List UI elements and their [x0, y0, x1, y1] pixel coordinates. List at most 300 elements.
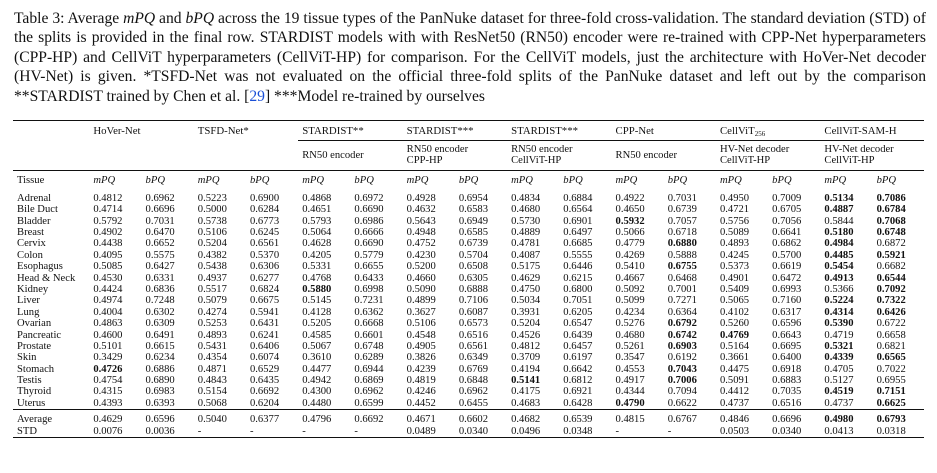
metric-value: 0.4480 [302, 397, 332, 409]
metric-value: 0.7068 [876, 215, 906, 227]
metric-value: 0.5090 [406, 283, 436, 295]
metric-value: 0.7031 [145, 215, 175, 227]
metric-value: 0.6658 [876, 329, 906, 341]
metric-value: 0.6685 [563, 238, 593, 250]
metric-value: 0.6601 [354, 329, 384, 341]
metric-value: 0.7043 [667, 363, 697, 375]
metric-value: 0.4754 [93, 375, 123, 387]
metric-value: 0.5064 [302, 226, 332, 238]
method-name: STARDIST*** [406, 125, 474, 137]
metric-value: 0.6497 [563, 226, 593, 238]
metric-value: 0.4650 [615, 204, 645, 216]
metric-value: 0.5454 [824, 261, 854, 273]
metric-header-row [13, 170, 924, 191]
metric-value: 0.5431 [197, 340, 227, 352]
method-config [403, 141, 507, 170]
metric-value: 0.6675 [249, 295, 280, 307]
metric-value: 0.6539 [559, 410, 611, 426]
metric-value: 0.6800 [563, 283, 593, 295]
table-row [13, 386, 924, 397]
metric-value: 0.4680 [615, 329, 645, 341]
metric-value: 0.4905 [406, 340, 436, 352]
metric-value: 0.6949 [458, 215, 488, 227]
metric-value: 0.5204 [511, 318, 541, 330]
metric-value: 0.7086 [876, 192, 906, 204]
metric-value: 0.6446 [563, 261, 593, 273]
metric-value: 0.6565 [876, 352, 906, 364]
metric-value: 0.7151 [876, 386, 906, 398]
metric-value: 0.4438 [93, 238, 123, 250]
metric-value: 0.4354 [197, 352, 227, 364]
metric-value: 0.5200 [406, 261, 436, 273]
metric-value: 0.4980 [820, 410, 872, 426]
metric-mpq-header: mPQ [612, 170, 664, 191]
metric-value: 0.4889 [511, 226, 541, 238]
metric-value: 0.5792 [93, 215, 123, 227]
metric-value: 0.4660 [406, 272, 436, 284]
method-header [194, 121, 298, 141]
metric-value: 0.4269 [615, 249, 645, 261]
metric-value: 0.5409 [719, 283, 750, 295]
metric-value: 0.4632 [406, 204, 436, 216]
method-config [194, 141, 298, 170]
metric-value: 0.6302 [145, 306, 175, 318]
metric-value: 0.4899 [406, 295, 436, 307]
metric-value: 0.4300 [302, 386, 332, 398]
metric-value: 0.7031 [667, 192, 697, 204]
tissue-name: STD [13, 426, 89, 438]
caption-text-2: and [155, 10, 186, 27]
metric-value: 0.5205 [302, 318, 332, 330]
metric-value: 0.5106 [197, 226, 227, 238]
metric-value: 0.6755 [667, 261, 697, 273]
metric-value: 0.6585 [458, 226, 488, 238]
metric-value: 0.5370 [249, 249, 280, 261]
metric-value: 0.4274 [197, 306, 227, 318]
metric-value: 0.4843 [197, 375, 227, 387]
metric-value: 0.5941 [249, 306, 280, 318]
metric-value: 0.4948 [406, 226, 436, 238]
metric-value: 0.5180 [824, 226, 854, 238]
metric-value: 0.0318 [873, 426, 924, 438]
metric-value: 0.6668 [354, 318, 384, 330]
metric-value: 0.5575 [145, 249, 175, 261]
metric-value: 0.4974 [93, 295, 123, 307]
metric-value: 0.5276 [615, 318, 645, 330]
metric-value: 0.6087 [458, 306, 488, 318]
table-row [13, 307, 924, 318]
config-line-1: RN50 encoder [302, 149, 364, 161]
metric-value: 0.7057 [667, 215, 697, 227]
metric-value: 0.5932 [615, 215, 645, 227]
metric-value: 0.7322 [876, 295, 906, 307]
metric-value: 0.6962 [145, 192, 175, 204]
metric-value: 0.4719 [824, 329, 854, 341]
config-line-1: RN50 encoder [615, 149, 677, 161]
metric-value: 0.6596 [772, 318, 802, 330]
metric-value: 0.6215 [563, 272, 593, 284]
metric-value: 0.6349 [458, 352, 488, 364]
metric-value: 0.5260 [719, 318, 750, 330]
metric-value: 0.5079 [197, 295, 227, 307]
metric-value: 0.4902 [93, 226, 123, 238]
metric-value: 0.7106 [458, 295, 488, 307]
config-line-1: HV-Net decoder [824, 144, 894, 156]
metric-value: 0.3627 [406, 306, 436, 318]
metric-value: 0.0340 [455, 426, 507, 438]
metric-value: 0.6739 [667, 204, 697, 216]
metric-value: 0.4917 [615, 375, 645, 387]
metric-value: 0.5000 [197, 204, 227, 216]
metric-mpq-header: mPQ [194, 170, 246, 191]
table-row [13, 398, 924, 410]
metric-value: 0.4530 [93, 272, 123, 284]
metric-value: 0.5099 [615, 295, 645, 307]
metric-value: 0.6886 [145, 363, 175, 375]
metric-value: 0.5331 [302, 261, 332, 273]
metric-value: 0.7022 [876, 363, 906, 375]
config-line-2: CellViT-HP [719, 155, 771, 167]
metric-value: 0.4315 [93, 386, 123, 398]
metric-value: 0.6884 [563, 192, 593, 204]
metric-value: 0.6619 [772, 261, 802, 273]
metric-value: 0.3610 [302, 352, 332, 364]
metric-value: 0.4721 [719, 204, 750, 216]
metric-value: 0.6435 [249, 375, 280, 387]
metric-value: 0.6205 [563, 306, 593, 318]
metric-value: 0.5141 [511, 375, 541, 387]
metric-value: 0.6742 [667, 329, 697, 341]
metric-mpq-header: mPQ [716, 170, 768, 191]
results-table [13, 120, 924, 438]
metric-bpq-header: bPQ [142, 170, 194, 191]
metric-value: 0.5127 [824, 375, 854, 387]
metric-value: 0.5089 [719, 226, 750, 238]
metric-value: 0.5092 [615, 283, 645, 295]
tissue-name: Adrenal [17, 192, 52, 204]
method-subscript: 256 [754, 130, 766, 138]
metric-value: 0.6529 [249, 363, 280, 375]
metric-value: 0.6277 [249, 272, 280, 284]
metric-value: 0.6457 [563, 340, 593, 352]
method-name: STARDIST*** [511, 125, 578, 137]
tissue-name: Uterus [17, 397, 46, 409]
metric-value: 0.4812 [93, 192, 123, 204]
metric-value: 0.7271 [667, 295, 697, 307]
metric-value: 0.4667 [615, 272, 645, 284]
metric-value: 0.5390 [824, 318, 854, 330]
metric-value: - [298, 426, 350, 438]
metric-value: 0.4629 [89, 410, 141, 426]
metric-value: 0.4548 [406, 329, 436, 341]
metric-value: 0.4205 [302, 249, 332, 261]
metric-value: 0.4382 [197, 249, 227, 261]
metric-value: 0.6962 [458, 386, 488, 398]
metric-value: 0.6516 [458, 329, 488, 341]
metric-value: - [194, 426, 246, 438]
metric-value: 0.4714 [93, 204, 123, 216]
metric-value: 0.4834 [511, 192, 541, 204]
table-row [13, 261, 924, 272]
tissue-name: Colon [17, 249, 43, 261]
tissue-name: Testis [17, 375, 42, 387]
metric-value: 0.5921 [876, 249, 906, 261]
tissue-name: Cervix [17, 238, 46, 250]
config-line-2: CPP-HP [406, 155, 443, 167]
metric-value: 0.6192 [667, 352, 697, 364]
config-line-1: RN50 encoder [511, 144, 573, 156]
metric-value: - [350, 426, 402, 438]
caption-metric-mpq: mPQ [123, 10, 156, 27]
metric-value: 0.6696 [145, 204, 175, 216]
metric-value: 0.5373 [719, 261, 750, 273]
metric-value: 0.5106 [406, 318, 436, 330]
method-config [612, 141, 716, 170]
metric-value: 0.6643 [772, 329, 802, 341]
metric-value: 0.0496 [507, 426, 559, 438]
metric-value: 0.6812 [563, 375, 593, 387]
metric-value: 0.4846 [716, 410, 768, 426]
metric-value: 0.6722 [876, 318, 906, 330]
metric-value: 0.4671 [403, 410, 455, 426]
metric-value: 0.6888 [458, 283, 488, 295]
metric-value: 0.6986 [354, 215, 384, 227]
metric-value: 0.5261 [615, 340, 645, 352]
metric-value: 0.6793 [873, 410, 924, 426]
metric-value: 0.6748 [876, 226, 906, 238]
metric-value: 0.4194 [511, 363, 541, 375]
metric-value: 0.6428 [563, 397, 593, 409]
table-row [13, 295, 924, 306]
config-header-row [13, 141, 924, 170]
metric-value: 0.4769 [719, 329, 750, 341]
metric-value: 0.6869 [354, 375, 384, 387]
metric-value: 0.7035 [772, 386, 802, 398]
metric-value: 0.3931 [511, 306, 541, 318]
metric-value: 0.6583 [458, 204, 488, 216]
metric-value: 0.5517 [197, 283, 227, 295]
metric-value: 0.5091 [719, 375, 750, 387]
metric-value: 0.5223 [197, 192, 227, 204]
metric-value: 0.7006 [667, 375, 697, 387]
table-row [13, 284, 924, 295]
metric-value: 0.6955 [876, 375, 906, 387]
metric-value: 0.5730 [511, 215, 541, 227]
metric-value: 0.6599 [354, 397, 384, 409]
metric-value: 0.6305 [458, 272, 488, 284]
metric-value: 0.6848 [458, 375, 488, 387]
metric-value: 0.5738 [197, 215, 227, 227]
metric-value: 0.6472 [772, 272, 802, 284]
metric-value: 0.6317 [772, 306, 802, 318]
metric-value: 0.4726 [93, 363, 123, 375]
method-header [820, 121, 924, 141]
metric-value: 0.6903 [667, 340, 697, 352]
metric-value: 0.6821 [876, 340, 906, 352]
metric-value: 0.6890 [145, 375, 175, 387]
metric-value: 0.4950 [719, 192, 750, 204]
metric-value: 0.4942 [302, 375, 332, 387]
metric-value: 0.5164 [719, 340, 750, 352]
metric-value: 0.5145 [302, 295, 332, 307]
metric-value: 0.5700 [772, 249, 802, 261]
metric-value: 0.4893 [719, 238, 750, 250]
metric-value: 0.4314 [824, 306, 854, 318]
method-name: TSFD-Net* [197, 125, 249, 137]
tissue-name: Lung [17, 306, 40, 318]
metric-value: 0.4705 [824, 363, 854, 375]
table-row [13, 204, 924, 215]
table-row [13, 216, 924, 227]
metric-value: 0.4779 [615, 238, 645, 250]
metric-value: 0.4344 [615, 386, 645, 398]
metric-value: 0.6377 [246, 410, 298, 426]
metric-value: 0.6470 [145, 226, 175, 238]
metric-value: 0.6998 [354, 283, 384, 295]
metric-value: 0.6573 [458, 318, 488, 330]
metric-value: 0.4475 [719, 363, 750, 375]
metric-value: 0.6602 [455, 410, 507, 426]
metric-value: 0.6883 [772, 375, 802, 387]
metric-value: 0.5068 [197, 397, 227, 409]
metric-bpq-header: bPQ [664, 170, 716, 191]
metric-value: 0.7056 [772, 215, 802, 227]
metric-value: 0.5175 [511, 261, 541, 273]
tissue-name: Average [13, 410, 89, 426]
metric-value: 0.6901 [563, 215, 593, 227]
metric-value: 0.6880 [667, 238, 697, 250]
table-row [13, 364, 924, 375]
metric-value: 0.4526 [511, 329, 541, 341]
metric-value: 0.6197 [563, 352, 593, 364]
metric-value: 0.6641 [772, 226, 802, 238]
metric-value: 0.6739 [458, 238, 488, 250]
metric-value: 0.5704 [458, 249, 488, 261]
metric-value: 0.6652 [145, 238, 175, 250]
metric-value: 0.5321 [824, 340, 854, 352]
metric-value: 0.4519 [824, 386, 854, 398]
metric-value: 0.7051 [563, 295, 593, 307]
tissue-name: Prostate [17, 340, 52, 352]
metric-value: 0.6682 [876, 261, 906, 273]
metric-value: 0.4087 [511, 249, 541, 261]
metric-value: 0.4128 [302, 306, 332, 318]
metric-value: 0.3826 [406, 352, 436, 364]
metric-value: 0.6954 [458, 192, 488, 204]
metric-value: 0.5844 [824, 215, 854, 227]
metric-value: 0.6993 [772, 283, 802, 295]
metric-value: 0.4102 [719, 306, 750, 318]
summary-row [13, 410, 924, 426]
metric-value: 0.5066 [615, 226, 645, 238]
metric-value: 0.6696 [768, 410, 820, 426]
metric-value: 0.4887 [824, 204, 854, 216]
metric-value: 0.6718 [667, 226, 697, 238]
metric-value: 0.6516 [772, 397, 802, 409]
table-row [13, 330, 924, 341]
table-row [13, 375, 924, 386]
metric-mpq-header: mPQ [403, 170, 455, 191]
table-row [13, 318, 924, 329]
tissue-name: Kidney [17, 283, 49, 295]
metric-value: 0.4230 [406, 249, 436, 261]
metric-value: 0.4984 [824, 238, 854, 250]
metric-value: 0.3709 [511, 352, 541, 364]
metric-value: 0.7231 [354, 295, 384, 307]
metric-value: 0.4175 [511, 386, 541, 398]
metric-value: - [664, 426, 716, 438]
metric-value: - [612, 426, 664, 438]
metric-value: 0.0503 [716, 426, 768, 438]
metric-value: 0.6962 [354, 386, 384, 398]
metric-value: 0.4234 [615, 306, 645, 318]
metric-value: 0.5224 [824, 295, 854, 307]
citation-link[interactable]: 29 [249, 87, 265, 105]
metric-value: 0.6784 [876, 204, 906, 216]
method-header [612, 121, 716, 141]
metric-value: 0.4245 [719, 249, 750, 261]
metric-value: 0.6642 [563, 363, 593, 375]
metric-value: 0.4004 [93, 306, 123, 318]
tissue-name: Bladder [17, 215, 51, 227]
metric-value: 0.6666 [354, 226, 384, 238]
metric-value: 0.6284 [249, 204, 280, 216]
metric-value: 0.4600 [93, 329, 123, 341]
metric-value: 0.6204 [249, 397, 280, 409]
metric-value: 0.5067 [302, 340, 332, 352]
metric-value: 0.6234 [145, 352, 175, 364]
metric-value: 0.6544 [876, 272, 906, 284]
metric-value: 0.5366 [824, 283, 854, 295]
tissue-name: Ovarian [17, 318, 52, 330]
metric-value: 0.5065 [719, 295, 750, 307]
metric-value: 0.6306 [249, 261, 280, 273]
metric-bpq-header: bPQ [455, 170, 507, 191]
metric-value: 0.5555 [563, 249, 593, 261]
metric-value: 0.6655 [354, 261, 384, 273]
metric-value: 0.4339 [824, 352, 854, 364]
metric-value: 0.6690 [354, 238, 384, 250]
metric-value: 0.4928 [406, 192, 436, 204]
metric-value: 0.5643 [406, 215, 436, 227]
metric-value: 0.6872 [876, 238, 906, 250]
method-config [507, 141, 611, 170]
metric-value: 0.5880 [302, 283, 332, 295]
metric-value: 0.6705 [772, 204, 802, 216]
metric-value: 0.6426 [876, 306, 906, 318]
metric-value: 0.5204 [197, 238, 227, 250]
metric-value: 0.6972 [354, 192, 384, 204]
method-header [403, 121, 507, 141]
metric-value: 0.6455 [458, 397, 488, 409]
metric-value: 0.6309 [145, 318, 175, 330]
metric-value: 0.6622 [667, 397, 697, 409]
metric-value: 0.4412 [719, 386, 750, 398]
config-line-2: CellViT-HP [511, 155, 562, 167]
metric-value: 0.5756 [719, 215, 750, 227]
metric-value: 0.6596 [142, 410, 194, 426]
metric-value: 0.5253 [197, 318, 227, 330]
metric-value: 0.5793 [302, 215, 332, 227]
metric-value: 0.6862 [772, 238, 802, 250]
metric-value: 0.4629 [511, 272, 541, 284]
metric-value: 0.6564 [563, 204, 593, 216]
metric-value: 0.4452 [406, 397, 436, 409]
metric-value: 0.6692 [249, 386, 280, 398]
metric-value: 0.6695 [772, 340, 802, 352]
metric-value: 0.6561 [458, 340, 488, 352]
metric-value: 0.7092 [876, 283, 906, 295]
